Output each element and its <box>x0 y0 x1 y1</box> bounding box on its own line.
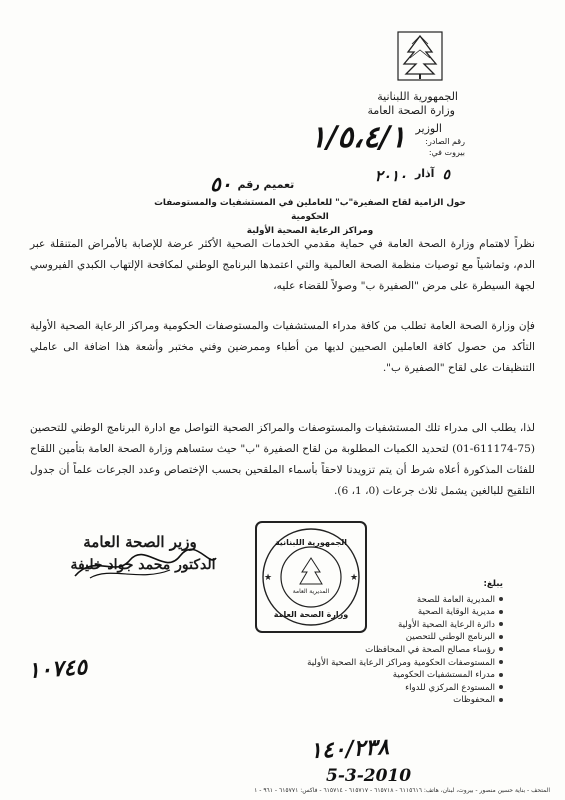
minister-heading: الوزير <box>415 122 442 135</box>
circular-subject <box>150 196 470 238</box>
date-day: ٥ <box>442 167 450 183</box>
distribution-item-label: البرنامج الوطني للتحصين <box>405 632 495 643</box>
svg-text:★: ★ <box>264 573 273 583</box>
bullet-icon <box>499 685 503 689</box>
bullet-icon <box>499 622 503 626</box>
distribution-item-label: رؤساء مصالح الصحة في المحافظات <box>365 644 495 655</box>
distribution-item-label: مديرية الوقاية الصحية <box>417 607 495 618</box>
signature-scribble-icon <box>70 548 220 584</box>
stamp-top-text: الجمهورية اللبنانية <box>274 538 348 547</box>
stamp-bottom-text: وزارة الصحة العامة <box>273 610 349 619</box>
circular-number-label: تعميم رقم <box>237 177 295 191</box>
bullet-icon <box>499 635 503 639</box>
body-paragraph-3: لذا، يطلب الى مدراء تلك المستشفيات والمستوصفات والمراكز الصحية التواصل مع ادارة البرنامج الوطني للتحصين (75-611174-01) لتحديد الكميات المطلوبة من لقاح الصفيرة "ب" حيث ستساهم وزارة الصحة العامة بتأمين اللقاح للفئات المذكورة أعلاه شرط أن يتم تزويدنا لاحقاً بأسماء الملقحين بحسب الإختصاص وعدد الجرعات علماً أن جدول التلقيح للبالغين يشمل ثلاث جرعات (0، 1، 6). <box>30 422 535 497</box>
footer-address: المتحف - بناية حسين منصور - بيروت، لبنان، هاتف: ٦١١٥٦١٦ - ٦١٥٧١٨ - ٦١٥٧١٧ - ٦١٥٧١٤ - فاكس: ٦١٥٧٧١ - ٩٦١ - ١ <box>254 787 550 794</box>
date-line <box>290 167 450 185</box>
distribution-list <box>273 578 503 707</box>
distribution-item-label: المحفوظات <box>453 695 495 706</box>
date-year: ٢٠١٠ <box>374 167 407 185</box>
distribution-item <box>273 669 503 682</box>
body-paragraph-2: فإن وزارة الصحة العامة تطلب من كافة مدراء المستشفيات والمستوصفات الحكومية ومراكز الرعاية الصحية الأولية التأكد من حصول كافة العاملين الصحيين لديها من أطباء وممرضين وفني مختبر وأشعة هذا اضافة الى عاملي التنظيفات على لقاح "الصفيرة ب". <box>30 320 535 374</box>
cedar-emblem-icon <box>396 30 444 84</box>
svg-text:★: ★ <box>350 573 359 583</box>
distribution-item <box>273 694 503 707</box>
distribution-items <box>273 594 503 707</box>
city-label: بيروت في: <box>428 148 465 157</box>
distribution-item <box>273 682 503 695</box>
distribution-item <box>273 594 503 607</box>
distribution-item <box>273 657 503 670</box>
handwritten-left-number: ١٠٧٤٥ <box>27 653 88 685</box>
distribution-item-label: مدراء المستشفيات الحكومية <box>392 670 495 681</box>
signature-title: وزير الصحة العامة <box>83 533 197 551</box>
distribution-item <box>273 644 503 657</box>
ministry-heading: وزارة الصحة العامة <box>367 104 455 117</box>
stamp-inner-text: المديرية العامة <box>292 588 330 595</box>
date-month: آذار <box>414 167 435 180</box>
bullet-icon <box>499 698 503 702</box>
bullet-icon <box>499 647 503 651</box>
distribution-item-label: دائرة الرعاية الصحية الأولية <box>397 619 495 630</box>
ref-label: رقم الصادر: <box>425 137 465 146</box>
distribution-item-label: المستوصفات الحكومية ومراكز الرعاية الصحية الأولية <box>307 657 495 668</box>
signature-name: الدكتور محمد جواد خليفة <box>70 557 216 573</box>
bullet-icon <box>499 610 503 614</box>
bullet-icon <box>499 673 503 677</box>
handwritten-ref-number: ١٤٠/٢٣٨ <box>309 733 390 765</box>
circular-number <box>210 172 294 196</box>
bullet-icon <box>499 597 503 601</box>
republic-heading: الجمهورية اللبنانية <box>377 90 458 103</box>
distribution-item <box>273 631 503 644</box>
handwritten-date: 5-3-2010 <box>326 766 412 786</box>
circular-number-value: ٥٠ <box>210 172 232 196</box>
body-paragraph-1: نظراً لاهتمام وزارة الصحة العامة في حماية مقدمي الخدمات الصحية الأكثر عرضة للإصابة بالأمراض المتنقلة عبر الدم، وتماشياً مع توصيات منظمة الصحة العالمية والتي اعتمدها البرنامج الوطني لمكافحة الإلتهاب الكبدي الفيروسي لجهة السيطرة على مرض "الصفيرة ب" وصولاً للقضاء عليه، <box>30 238 535 292</box>
distribution-label: يبلغ: <box>483 579 503 589</box>
bullet-icon <box>499 660 503 664</box>
distribution-item-label: المديرية العامة للصحة <box>416 594 495 605</box>
distribution-item-label: المستودع المركزي للدواء <box>405 682 495 693</box>
distribution-item <box>273 606 503 619</box>
subject-line-1: حول الزامية لقاح الصفيرة"ب" للعاملين في المستشفيات والمستوصفات الحكومية <box>154 198 466 222</box>
distribution-item <box>273 619 503 632</box>
ref-value: ١/٥،٤/١ <box>310 120 407 155</box>
subject-line-2: ومراكز الرعاية الصحية الأولية <box>246 226 374 236</box>
